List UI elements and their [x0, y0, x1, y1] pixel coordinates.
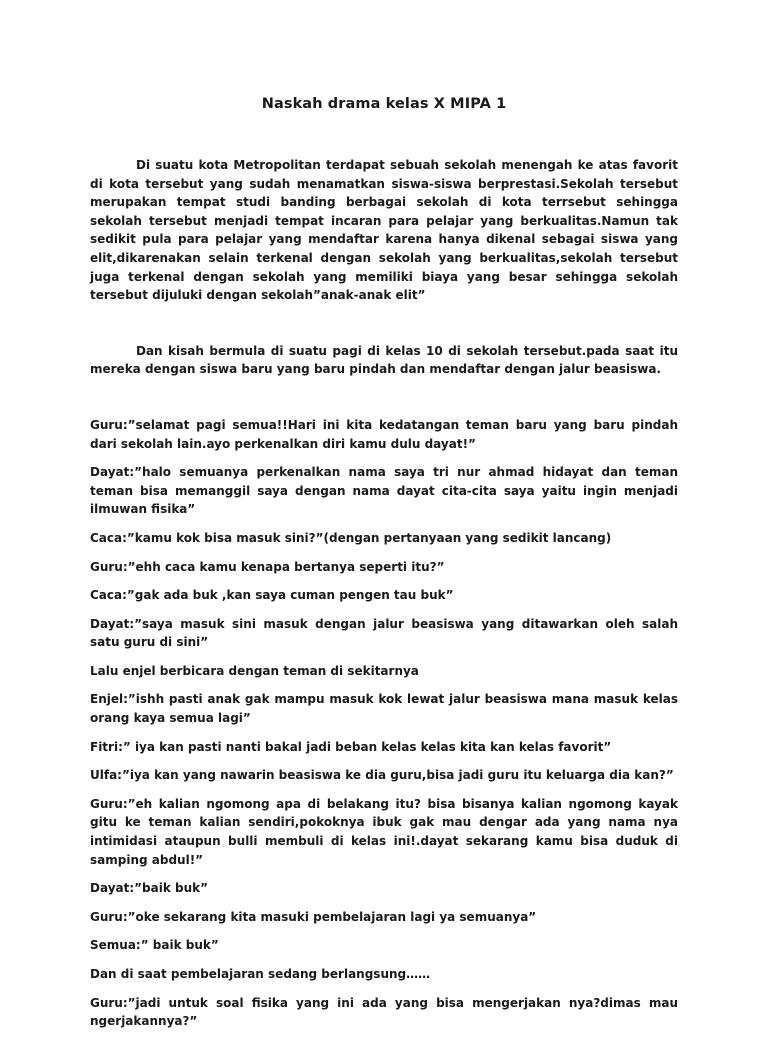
dialogue-line: Semua:” baik buk”	[90, 938, 219, 953]
dialogue-section	[90, 416, 678, 1031]
dialogue-line: Lalu enjel berbicara dengan teman di sekitarnya	[90, 663, 419, 678]
document-title: Naskah drama kelas X MIPA 1	[261, 96, 507, 112]
dialogue-line: Dan di saat pembelajaran sedang berlangsung……	[90, 967, 431, 981]
dialogue-line: Guru:”eh kalian ngomong apa di belakang itu? bisa bisanya kalian ngomong kayak gitu ke teman kalian sendiri,pokoknya ibuk gak mau dengar ada yang nama nya intimidasi ataupun bulli membuli di kelas ini!.dayat sekarang kamu bisa duduk di samping abdul!”	[90, 796, 678, 867]
paragraph-gap	[90, 305, 678, 342]
dialogue-line: Dayat:”halo semuanya perkenalkan nama saya tri nur ahmad hidayat dan teman teman bisa memanggil saya dengan nama dayat cita-cita saya yaitu ingin menjadi ilmuwan fisika”	[90, 465, 678, 517]
dialogue-line: Ulfa:”iya kan yang nawarin beasiswa ke dia guru,bisa jadi guru itu keluarga dia kan?”	[90, 768, 674, 783]
dialogue-line: Guru:”ehh caca kamu kenapa bertanya seperti itu?”	[90, 559, 445, 574]
intro-paragraph: Dan kisah bermula di suatu pagi di kelas 10 di sekolah tersebut.pada saat itu mereka dengan siswa baru yang baru pindah dan mendaftar dengan jalur beasiswa.	[90, 343, 678, 377]
dialogue-line: Caca:”gak ada buk ,kan saya cuman pengen tau buk”	[90, 588, 454, 603]
document-page	[90, 96, 678, 1041]
dialogue-line: Guru:”jadi untuk soal fisika yang ini ada yang bisa mengerjakan nya?dimas mau ngerjakannya?”	[90, 995, 678, 1029]
dialogue-line: Guru:”selamat pagi semua!!Hari ini kita kedatangan teman baru yang baru pindah dari sekolah lain.ayo perkenalkan diri kamu dulu dayat!”	[90, 417, 678, 451]
paragraph-gap	[90, 379, 678, 416]
dialogue-line: Enjel:”ishh pasti anak gak mampu masuk kok lewat jalur beasiswa mana masuk kelas orang kaya semua lagi”	[90, 692, 678, 726]
intro-paragraph: Di suatu kota Metropolitan terdapat sebuah sekolah menengah ke atas favorit di kota tersebut yang sudah menamatkan siswa-siswa berprestasi.Sekolah tersebut merupakan tempat studi banding berbagai sekolah di kota terrsebut sehingga sekolah tersebut menjadi tempat incaran para pelajar yang berkualitas.Namun tak sedikit pula para pelajar yang mendaftar karena hanya dikenal sebagai siswa yang elit,dikarenakan selain terkenal dengan sekolah yang berkualitas,sekolah tersebut juga terkenal dengan sekolah yang memiliki biaya yang besar sehingga sekolah tersebut dijuluki dengan sekolah”anak-anak elit”	[90, 158, 678, 303]
dialogue-line: Caca:”kamu kok bisa masuk sini?”(dengan pertanyaan yang sedikit lancang)	[90, 530, 612, 545]
dialogue-line: Dayat:”saya masuk sini masuk dengan jalur beasiswa yang ditawarkan oleh salah satu guru di sini”	[90, 616, 678, 650]
dialogue-line: Fitri:” iya kan pasti nanti bakal jadi beban kelas kelas kita kan kelas favorit”	[90, 739, 612, 754]
dialogue-line: Dayat:”baik buk”	[90, 881, 208, 896]
dialogue-line: Guru:”oke sekarang kita masuki pembelajaran lagi ya semuanya”	[90, 909, 537, 924]
